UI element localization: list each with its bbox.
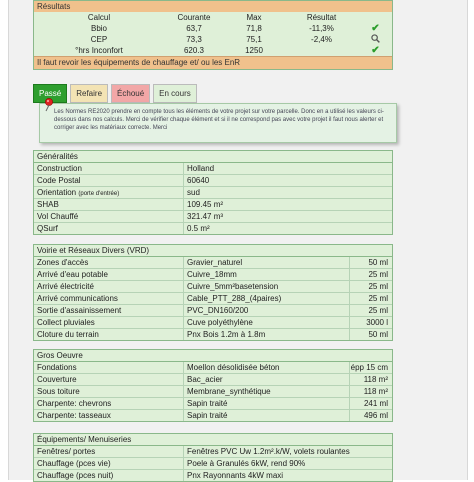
note-text: Les Normes RE2020 prendre en compte tous les éléments de votre projet sur votre parcelle. Donc en a utilisé les valeurs ci-dessous dans nos calculs. Merci de vérifier chaque élément et si il ne correspond pas avec votre projet il faut nous alerter et corriger avec les matériaux correcte. Merci — [54, 109, 384, 131]
generalites-title: Généralités — [34, 151, 392, 163]
generalites-panel — [33, 150, 393, 235]
table-row: Orientation (porte d'entrée) sud — [34, 187, 392, 199]
resultats-row-cep: CEP 73,3 75,1 -2,4% — [34, 34, 392, 45]
tab-en-cours[interactable]: En cours — [153, 84, 197, 103]
resultats-header-row — [34, 12, 392, 23]
tab-passe[interactable]: Passé — [33, 84, 67, 103]
gros-oeuvre-title: Gros Oeuvre — [34, 350, 392, 362]
check-icon: ✔ — [371, 23, 380, 34]
table-row: Vol Chauffé 321.47 m³ — [34, 211, 392, 223]
table-row: QSurf 0.5 m² — [34, 223, 392, 234]
vrd-title: Voirie et Réseaux Divers (VRD) — [34, 245, 392, 257]
header-resultat: Résultat — [306, 13, 337, 22]
table-row: SHAB 109.45 m² — [34, 199, 392, 211]
resultats-row-bbio: Bbio 63,7 71,8 -11,3% ✔ — [34, 23, 392, 34]
table-row: Arrivé communications Cable_PTT_288_(4paires) 25 ml — [34, 293, 392, 305]
table-row: Sortie d'assainissement PVC_DN160/200 25 ml — [34, 305, 392, 317]
table-row: Couverture Bac_acier 118 m² — [34, 374, 392, 386]
table-row: Arrivé électricité Cuivre_5mm²basetension 25 ml — [34, 281, 392, 293]
header-courante: Courante — [177, 13, 211, 22]
gros-oeuvre-panel — [33, 349, 393, 422]
table-row: Fondations Moellon désolidisée béton épp 15 cm — [34, 362, 392, 374]
table-row: Zones d'accès Gravier_naturel 50 ml — [34, 257, 392, 269]
info-note — [39, 103, 397, 143]
table-row: Charpente: chevrons Sapin traité 241 ml — [34, 398, 392, 410]
equipements-title: Équipements/ Menuiseries — [34, 434, 392, 446]
check-icon: ✔ — [371, 45, 380, 56]
table-row: Cloture du terrain Pnx Bois 1.2m à 1.8m 50 ml — [34, 329, 392, 340]
table-row: Chauffage (pces nuit) Pnx Rayonnants 4kW maxi — [34, 470, 392, 481]
table-row: Charpente: tasseaux Sapin traité 496 ml — [34, 410, 392, 421]
status-tabs — [33, 84, 197, 103]
table-row: Fenêtres/ portes Fenêtres PVC Uw 1.2m².k/W, volets roulantes — [34, 446, 392, 458]
tab-echoue[interactable]: Échoué — [111, 84, 150, 103]
table-row: Code Postal 60640 — [34, 175, 392, 187]
pushpin-icon — [43, 98, 55, 112]
warning-message: Il faut revoir les équipements de chauffage et/ ou les EnR — [34, 56, 392, 69]
tab-refaire[interactable]: Refaire — [70, 84, 108, 103]
resultats-panel — [33, 0, 393, 70]
vrd-panel — [33, 244, 393, 341]
table-row: Construction Holland — [34, 163, 392, 175]
header-calcul: Calcul — [87, 13, 111, 22]
magnifier-icon[interactable] — [359, 34, 392, 45]
resultats-row-inconfort: °hrs Inconfort 620.3 1250 ✔ — [34, 45, 392, 56]
table-row: Chauffage (pces vie) Poele à Granulés 6kW, rend 90% — [34, 458, 392, 470]
header-max: Max — [246, 13, 262, 22]
table-row: Sous toiture Membrane_synthétique 118 m² — [34, 386, 392, 398]
equipements-panel — [33, 433, 393, 482]
table-row: Collect pluviales Cuve polyéthylène 3000 l — [34, 317, 392, 329]
table-row: Arrivé d'eau potable Cuivre_18mm 25 ml — [34, 269, 392, 281]
resultats-title: Résultats — [34, 1, 392, 12]
